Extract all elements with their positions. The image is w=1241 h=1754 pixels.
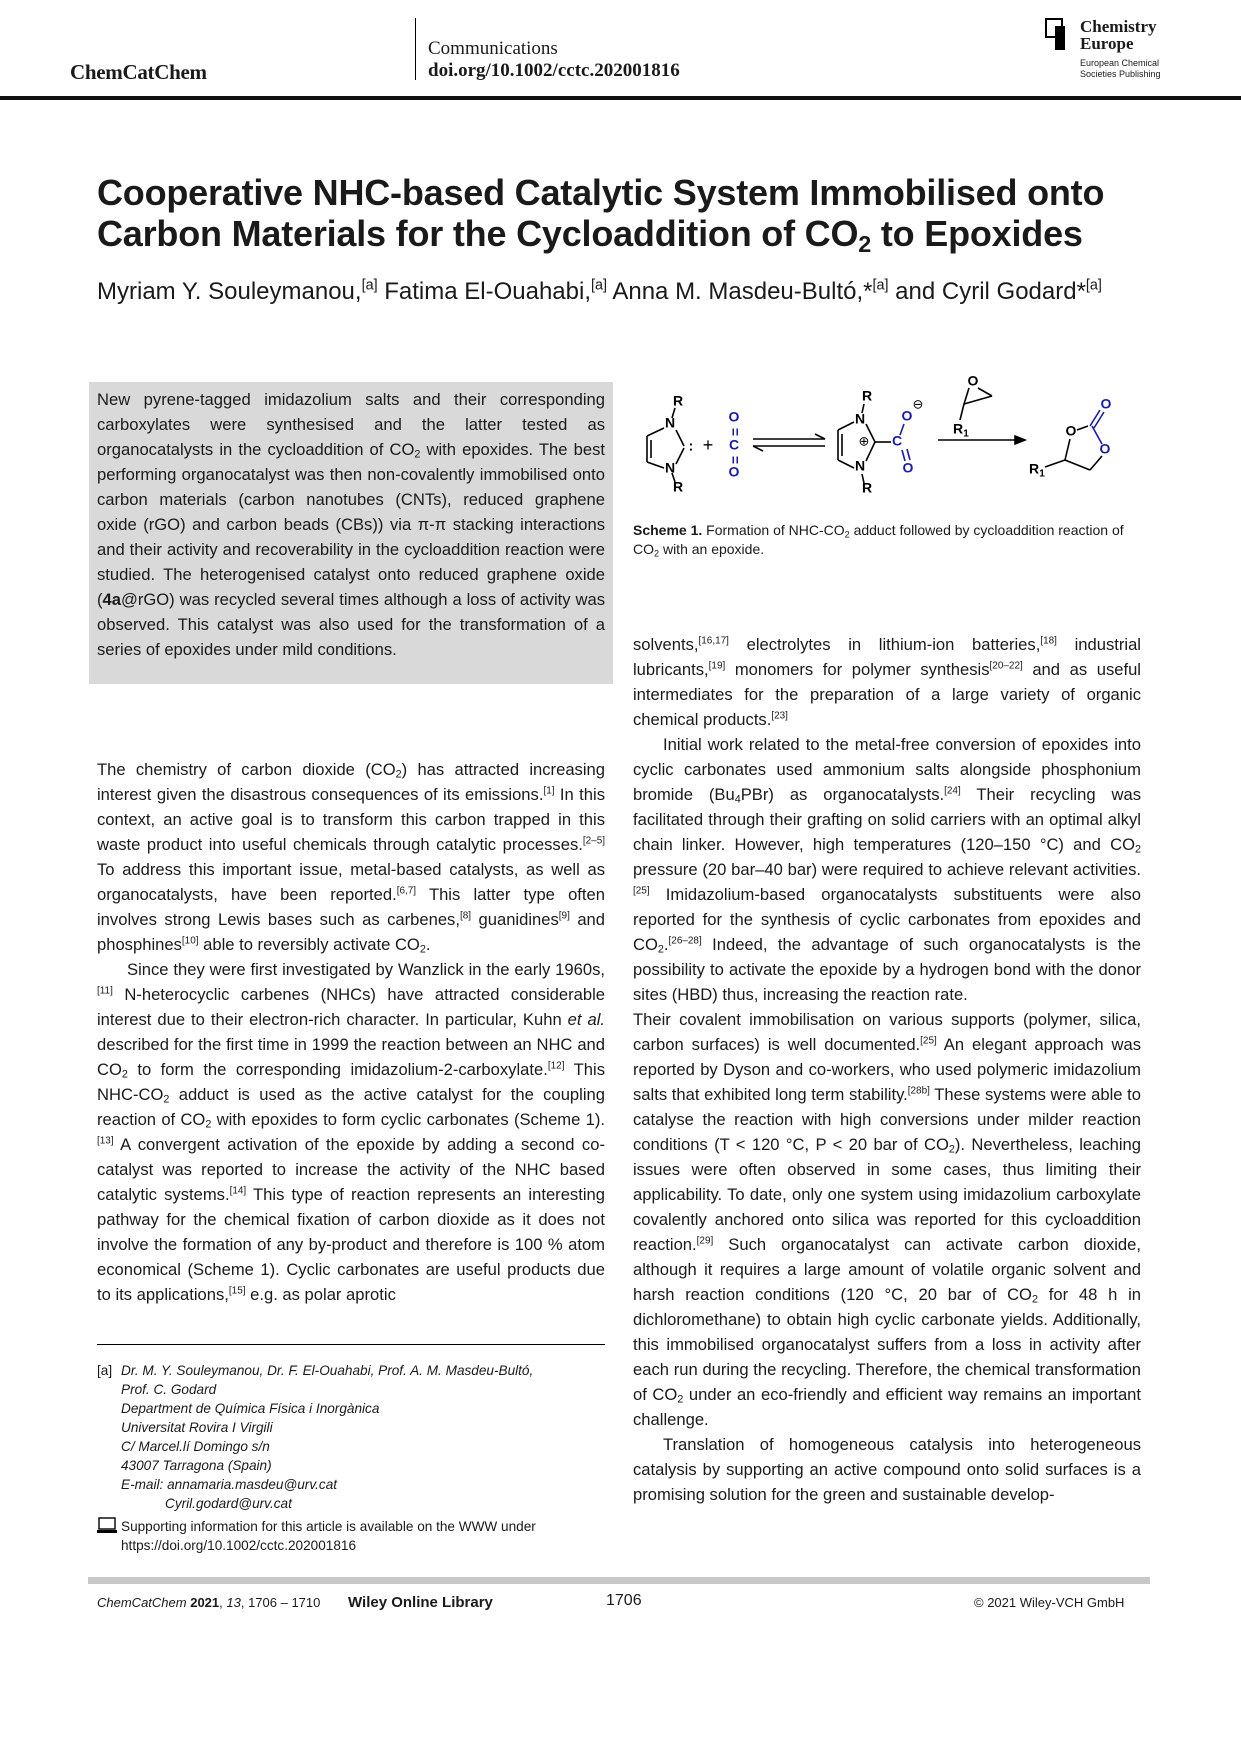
double-bond: = — [727, 427, 744, 437]
atom-label: N — [664, 414, 676, 431]
atom-label: R — [861, 479, 873, 496]
citation-ref[interactable]: [a] — [361, 277, 378, 294]
citation-ref[interactable]: [15] — [228, 1285, 246, 1297]
supporting-info-text: Supporting information for this article is available on the WWW under https://doi.org/10.1002/cctc.202001816 — [121, 1519, 536, 1553]
subscript: 2 — [163, 1093, 170, 1106]
citation-ref[interactable]: [25] — [920, 1035, 937, 1047]
atom-label: C — [728, 436, 740, 453]
citation-ref[interactable]: [a] — [591, 277, 607, 294]
footnote-rule — [97, 1344, 605, 1345]
footnote-line: Prof. C. Godard — [121, 1382, 217, 1397]
scheme-caption: Scheme 1. Formation of NHC-$CO_2$ adduct followed by cycloaddition reaction of $CO_2$ with an epoxide. — [633, 522, 1124, 559]
citation-ref[interactable]: [9] — [558, 910, 570, 922]
scheme-1-figure — [620, 370, 1160, 530]
carbene-lone-pair: : — [688, 437, 694, 454]
atom-label: O — [728, 408, 740, 425]
author-list: Myriam Y. Souleymanou,[a] Fatima El-Ouahabi,[a] Anna M. Masdeu-Bultó,*[a] and Cyril Godard*[a] — [97, 277, 1102, 305]
citation-ref[interactable]: [13] — [97, 1135, 114, 1147]
journal-name: ChemCatChem — [70, 60, 207, 84]
footer-rule — [88, 1577, 1150, 1584]
footnote-line: Dr. M. Y. Souleymanou, Dr. F. El-Ouahabi, Prof. A. M. Masdeu-Bultó, — [121, 1363, 534, 1378]
double-bond: = — [727, 455, 744, 465]
header-divider — [415, 18, 416, 80]
paragraph: solvents,[16,17] electrolytes in lithium-ion batteries,[18] industrial lubricants,[19] monomers for polymer synthesis[20–22] and as useful intermediates for the preparation of a large variety of organic chemical products.[23] — [633, 635, 1141, 729]
atom-label: N — [854, 457, 866, 474]
footnote-email[interactable]: Cyril.godard@urv.cat — [165, 1496, 292, 1511]
paragraph: Initial work related to the metal-free conversion of epoxides into cyclic carbonates used ammonium salts alongside phosphonium bromide $(Bu_4PBr)$ as organocatalysts.[24] Their recycling was facilitated through their grafting on solid carriers with an optimal alkyl chain linker. However, high temperatures (120–150 °C) and $CO_2$ pressure (20 bar–40 bar) were required to achieve relevant activities.[25] Imidazolium-based organocatalysts substituents were also reported for the synthesis of cyclic carbonates from epoxides and $CO_2.[26-28]$ Indeed, the advantage of such organocatalysts is the possibility to activate the epoxide by a hydrogen bond with the donor sites (HBD) thus, increasing the reaction rate. — [633, 735, 1141, 1004]
negative-charge: ⊖ — [912, 396, 924, 412]
citation-ref[interactable]: [28b] — [907, 1085, 930, 1097]
page-number: 1706 — [606, 1592, 642, 1609]
subscript: 2 — [1031, 1293, 1038, 1306]
paragraph: Their covalent immobilisation on various supports (polymer, silica, carbon surfaces) is well documented.[25] An elegant approach was reported by Dyson and co-workers, who used polymeric imidazolium salts that exhibited long term stability.[28b] These systems were able to catalyse the reaction with high conversions under milder reaction conditions (T < 120 °C, P < 20 bar of $CO_2$). Nevertheless, leaching issues were often observed in some cases, thus limiting their applicability. To date, only one system using imidazolium carboxylate covalently anchored onto silica was reported for this cycloaddition reaction.[29] Such organocatalyst can activate carbon dioxide, although it requires a large amount of volatile organic solvent and harsh reaction conditions (120 °C, 20 bar of $CO_2$ for 48 h in dichloromethane) to obtain high cyclic carbonate yields. Additionally, this immobilised organocatalyst suffers from a loss in activity after each run during the recycling. Therefore, the chemical transformation of $CO_2$ under an eco-friendly and efficient way remains an important challenge. — [633, 1010, 1142, 1429]
footnote-line: C/ Marcel.lí Domingo s/n — [121, 1439, 270, 1454]
footnote-line: 43007 Tarragona (Spain) — [121, 1458, 272, 1473]
citation-ref[interactable]: [23] — [771, 710, 788, 722]
subscript: 2 — [677, 1393, 684, 1406]
italic-text: ChemCatChem — [97, 1595, 187, 1610]
atom-label: O — [1100, 395, 1112, 412]
footnote-line: Universitat Rovira I Virgili — [121, 1420, 273, 1435]
subscript: 2 — [654, 548, 660, 559]
citation-ref[interactable]: [a] — [872, 277, 889, 294]
atom-label: R — [672, 392, 684, 409]
bold-text: Scheme 1. — [633, 522, 703, 538]
subscript: 2 — [948, 1143, 955, 1156]
atom-label: R — [952, 420, 964, 437]
citation-ref[interactable]: [18] — [1040, 635, 1057, 647]
citation-ref[interactable]: [16,17] — [698, 635, 729, 647]
abstract-box: New pyrene-tagged imidazolium salts and their corresponding carboxylates were synthesised and the latter tested as organocatalysts in the cycloaddition of $CO_2$ with epoxides. The best performing organocatalyst was then non-covalently immobilised onto carbon materials (carbon nanotubes (CNTs), reduced graphene oxide (rGO) and carbon beads (CBs)) via π-π stacking interactions and their activity and recoverability in the cycloaddition reaction were studied. The heterogenised catalyst onto reduced graphene oxide (4a@rGO) was recycled several times although a loss of activity was observed. This catalyst was also used for the transformation of a series of epoxides under mild conditions. — [89, 382, 613, 684]
citation-ref[interactable]: [a] — [1085, 277, 1102, 294]
citation-ref[interactable]: [24] — [944, 785, 961, 797]
atom-labels — [665, 373, 1112, 496]
atom-label: N — [664, 459, 676, 476]
atom-label: R — [1028, 460, 1040, 477]
subscript: 2 — [844, 529, 850, 540]
doi-link[interactable]: doi.org/10.1002/cctc.202001816 — [428, 60, 680, 81]
subscript: 2 — [419, 943, 426, 956]
chemistry-europe-logo — [1045, 18, 1175, 83]
logo-subtext: European Chemical — [1080, 58, 1160, 68]
citation-ref[interactable]: [6,7] — [396, 885, 417, 897]
citation-ref[interactable]: [20–22] — [989, 660, 1023, 672]
citation-ref[interactable]: [25] — [633, 885, 650, 897]
left-column-body — [97, 757, 605, 1307]
subscript: 2 — [657, 943, 664, 956]
footnote-email[interactable]: E-mail: annamaria.masdeu@urv.cat — [121, 1477, 338, 1492]
citation-ref[interactable]: [12] — [547, 1060, 565, 1072]
right-column-body — [633, 632, 1141, 1507]
plus-sign: + — [702, 434, 714, 455]
atom-label: O — [1099, 440, 1111, 457]
italic-text: et al. — [567, 1010, 605, 1029]
atom-label: R — [861, 387, 873, 404]
footnote-label: [a] — [97, 1363, 113, 1378]
bold-text: 4a — [102, 590, 121, 609]
atom-label: O — [1065, 422, 1077, 439]
atom-label: R — [672, 478, 684, 495]
affiliation-footnote — [97, 1361, 605, 1513]
subscript: 2 — [395, 768, 402, 781]
atom-label: O — [902, 459, 914, 476]
supporting-info-note — [97, 1517, 605, 1555]
atom-label: C — [891, 432, 903, 449]
subscript: 1 — [963, 428, 969, 440]
logo-mark-icon — [1045, 18, 1077, 52]
header-rule — [0, 96, 1241, 100]
italic-text: 13 — [226, 1595, 241, 1610]
citation-ref[interactable]: [26–28] — [668, 935, 702, 947]
positive-charge: ⊕ — [858, 433, 870, 449]
footer-citation: ChemCatChem 2021, 13, 1706 – 1710 — [97, 1595, 321, 1610]
logo-text: Chemistry — [1080, 17, 1157, 36]
citation-ref[interactable]: [29] — [696, 1235, 714, 1247]
subscript: 2 — [121, 1068, 128, 1081]
subscript: 4 — [734, 793, 741, 806]
subscript: 1 — [1039, 468, 1045, 480]
paragraph: Since they were first investigated by Wanzlick in the early 1960s,[11] N-heterocyclic carbenes (NHCs) have attracted considerable interest due to their electron-rich character. In particular, Kuhn et al. described for the first time in 1999 the reaction between an NHC and $CO_2$ to form the corresponding imidazolium-2-carboxylate.[12] This NHC-$CO_2$ adduct is used as the active catalyst for the coupling reaction of $CO_2$ with epoxides to form cyclic carbonates (Scheme 1).[13] A convergent activation of the epoxide by adding a second co-catalyst was reported to increase the activity of the NHC based catalytic systems.[14] This type of reaction represents an interesting pathway for the chemical fixation of carbon dioxide as it does not involve the formation of any by-product and therefore is 100 % atom economical (Scheme 1). Cyclic carbonates are useful products due to its applications,[15] e.g. as polar aprotic — [97, 960, 605, 1304]
logo-subtext: Societies Publishing — [1080, 69, 1161, 79]
atom-label: O — [901, 407, 913, 424]
bold-text: 2021 — [190, 1595, 220, 1610]
atom-label: O — [728, 463, 740, 480]
copyright: © 2021 Wiley-VCH GmbH — [974, 1595, 1125, 1610]
paragraph: Translation of homogeneous catalysis into heterogeneous catalysis by supporting an active compound onto solid surfaces is a promising solution for the green and sustainable develop- — [633, 1435, 1141, 1504]
subscript: 2 — [858, 230, 872, 257]
citation-ref[interactable]: [2–5] — [582, 835, 605, 847]
article-title: Cooperative NHC-based Catalytic System Immobilised onto Carbon Materials for the Cycloaddition of $CO_2$ to Epoxides — [97, 172, 1105, 257]
section-label: Communications — [428, 38, 558, 59]
computer-icon — [97, 1517, 121, 1555]
atom-label: O — [967, 372, 979, 389]
citation-ref[interactable]: [1] — [543, 785, 555, 797]
citation-ref[interactable]: [14] — [229, 1185, 247, 1197]
subscript: 2 — [414, 448, 421, 461]
citation-ref[interactable]: [11] — [97, 985, 113, 997]
paragraph: The chemistry of carbon dioxide $(CO_2)$ has attracted increasing interest given the disastrous consequences of its emissions.[1] In this context, an active goal is to transform this carbon trapped in this waste product into useful chemicals through catalytic processes.[2–5] To address this important issue, metal-based catalysts, as well as organocatalysts, have been reported.[6,7] This latter type often involves strong Lewis bases such as carbenes,[8] guanidines[9] and phosphines[10] able to reversibly activate $CO_2$. — [97, 760, 606, 956]
subscript: 2 — [205, 1118, 212, 1131]
footnote-line: Department de Química Física i Inorgànica — [121, 1401, 380, 1416]
subscript: 2 — [1135, 843, 1141, 856]
citation-ref[interactable]: [10] — [181, 935, 199, 947]
wiley-online-library-link[interactable]: Wiley Online Library — [348, 1594, 493, 1611]
citation-ref[interactable]: [19] — [708, 660, 726, 672]
logo-text: Europe — [1080, 34, 1134, 53]
citation-ref[interactable]: [8] — [459, 910, 472, 922]
atom-label: N — [854, 410, 866, 427]
